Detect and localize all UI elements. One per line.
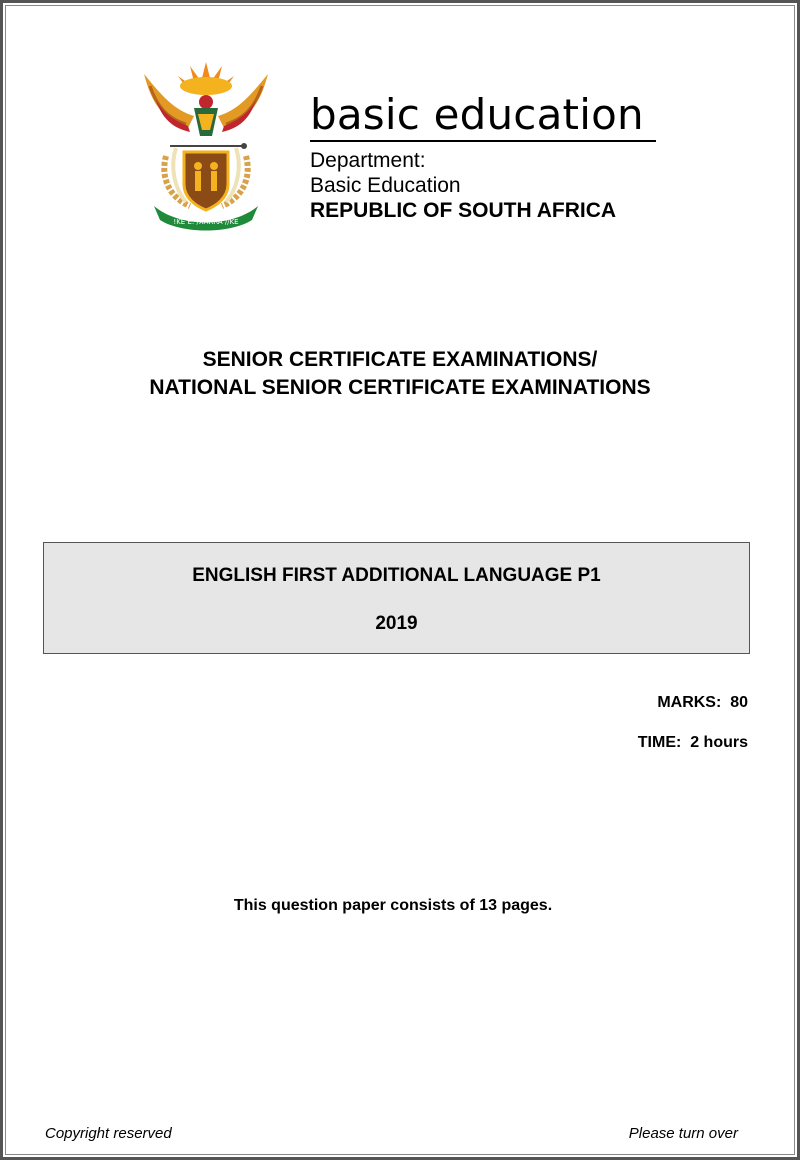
- subject-box: [43, 542, 750, 654]
- footer-turn-over: Please turn over: [628, 1125, 738, 1142]
- subject-name: ENGLISH FIRST ADDITIONAL LANGUAGE P1: [192, 565, 601, 586]
- department-name: Basic Education: [310, 174, 461, 197]
- exam-title-line1: SENIOR CERTIFICATE EXAMINATIONS/: [202, 348, 598, 371]
- exam-title: [0, 346, 800, 402]
- exam-year: 2019: [375, 613, 418, 634]
- department-label: Department:: [310, 149, 426, 172]
- footer-copyright: Copyright reserved: [45, 1125, 172, 1142]
- coat-of-arms-icon: [140, 56, 272, 232]
- time-allowed: TIME: 2 hours: [637, 734, 748, 751]
- page-count-note: This question paper consists of 13 pages.: [233, 897, 553, 914]
- brand-title: basic education: [310, 90, 644, 139]
- svg-text:!KE E: /XARRA //KE: !KE E: /XARRA //KE: [173, 218, 239, 226]
- exam-title-line2: NATIONAL SENIOR CERTIFICATE EXAMINATIONS: [149, 376, 651, 399]
- department-branding: [310, 88, 660, 223]
- marks-total: MARKS: 80: [657, 694, 748, 711]
- country-name: REPUBLIC OF SOUTH AFRICA: [310, 199, 617, 222]
